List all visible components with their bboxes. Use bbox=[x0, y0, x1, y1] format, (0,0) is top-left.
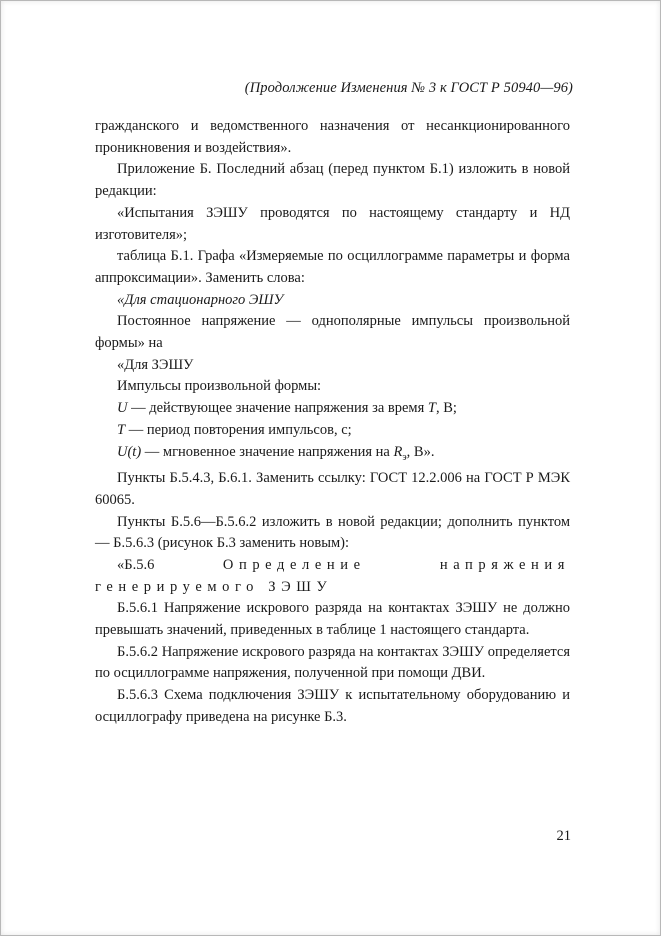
def-ut-text: — мгновенное значение напряжения на bbox=[141, 443, 394, 460]
paragraph-appendix-b: Приложение Б. Последний абзац (перед пунктом Б.1) изложить в новой редакции: bbox=[95, 161, 570, 200]
paragraph-reference-change: Пункты Б.5.4.3, Б.6.1. Заменить ссылку: ГОСТ 12.2.006 на ГОСТ Р МЭК 60065. bbox=[95, 470, 570, 508]
paragraph-def-t bbox=[95, 420, 570, 442]
symbol-t: T bbox=[427, 400, 436, 417]
b56-spaced-title: Определение напряжения генерируемого ЗЭШУ bbox=[95, 556, 570, 595]
def-u-text: — действующее значение напряжения за время bbox=[127, 400, 428, 417]
paragraph-continuation: гражданского и ведомственного назначения от несанкционированного проникновения и воздействия». bbox=[95, 118, 570, 156]
page-number: 21 bbox=[556, 828, 571, 844]
symbol-t-period: T bbox=[117, 421, 126, 438]
paragraph-def-ut bbox=[95, 442, 570, 469]
paragraph-new-heading: «Для ЗЭШУ bbox=[117, 356, 194, 373]
symbol-r: R bbox=[393, 443, 403, 460]
paragraph-table-b1: таблица Б.1. Графа «Измеряемые по осциллограмме параметры и формa аппроксимации». Заменить слова: bbox=[95, 248, 570, 286]
paragraph-old-heading: «Для стационарного ЭШУ bbox=[117, 291, 284, 308]
def-ut-tail: , В». bbox=[406, 443, 435, 460]
running-header: (Продолжение Изменения № 3 к ГОСТ Р 50940—96) bbox=[244, 80, 573, 96]
paragraph-quote-tests: «Испытания ЗЭШУ проводятся по настоящему стандарту и НД изготовителя»; bbox=[95, 204, 570, 243]
def-u-tail: , В; bbox=[435, 400, 457, 417]
paragraph-b562: Б.5.6.2 Напряжение искрового разряда на контактах ЗЭШУ определяется по осциллограмме напряжения, полученной при помощи ДВИ. bbox=[95, 643, 570, 682]
symbol-ut: U(t) bbox=[117, 443, 142, 460]
paragraph-b56-heading bbox=[95, 555, 570, 598]
paragraph-pulses: Импульсы произвольной формы: bbox=[117, 378, 322, 395]
paragraph-def-u bbox=[95, 398, 570, 420]
paragraph-new-edition: Пункты Б.5.6—Б.5.6.2 изложить в новой редакции; дополнить пунктом — Б.5.6.3 (рисунок Б.3 заменить новым): bbox=[95, 513, 570, 552]
paragraph-b561: Б.5.6.1 Напряжение искрового разряда на контактах ЗЭШУ не должно превышать значений, приведенных в таблице 1 настоящего стандарта. bbox=[95, 600, 570, 639]
symbol-u: U bbox=[117, 400, 128, 417]
document-body bbox=[95, 116, 570, 729]
def-t-text: — период повторения импульсов, с; bbox=[125, 421, 352, 438]
paragraph-b563: Б.5.6.3 Схема подключения ЗЭШУ к испытательному оборудованию и осциллографу приведена на рисунке Б.3. bbox=[95, 687, 570, 725]
paragraph-old-text: Постоянное напряжение — однополярные импульсы произвольной формы» на bbox=[95, 313, 570, 352]
symbol-r-subscript: э bbox=[402, 451, 407, 463]
b56-lead: «Б.5.6 bbox=[117, 556, 223, 573]
